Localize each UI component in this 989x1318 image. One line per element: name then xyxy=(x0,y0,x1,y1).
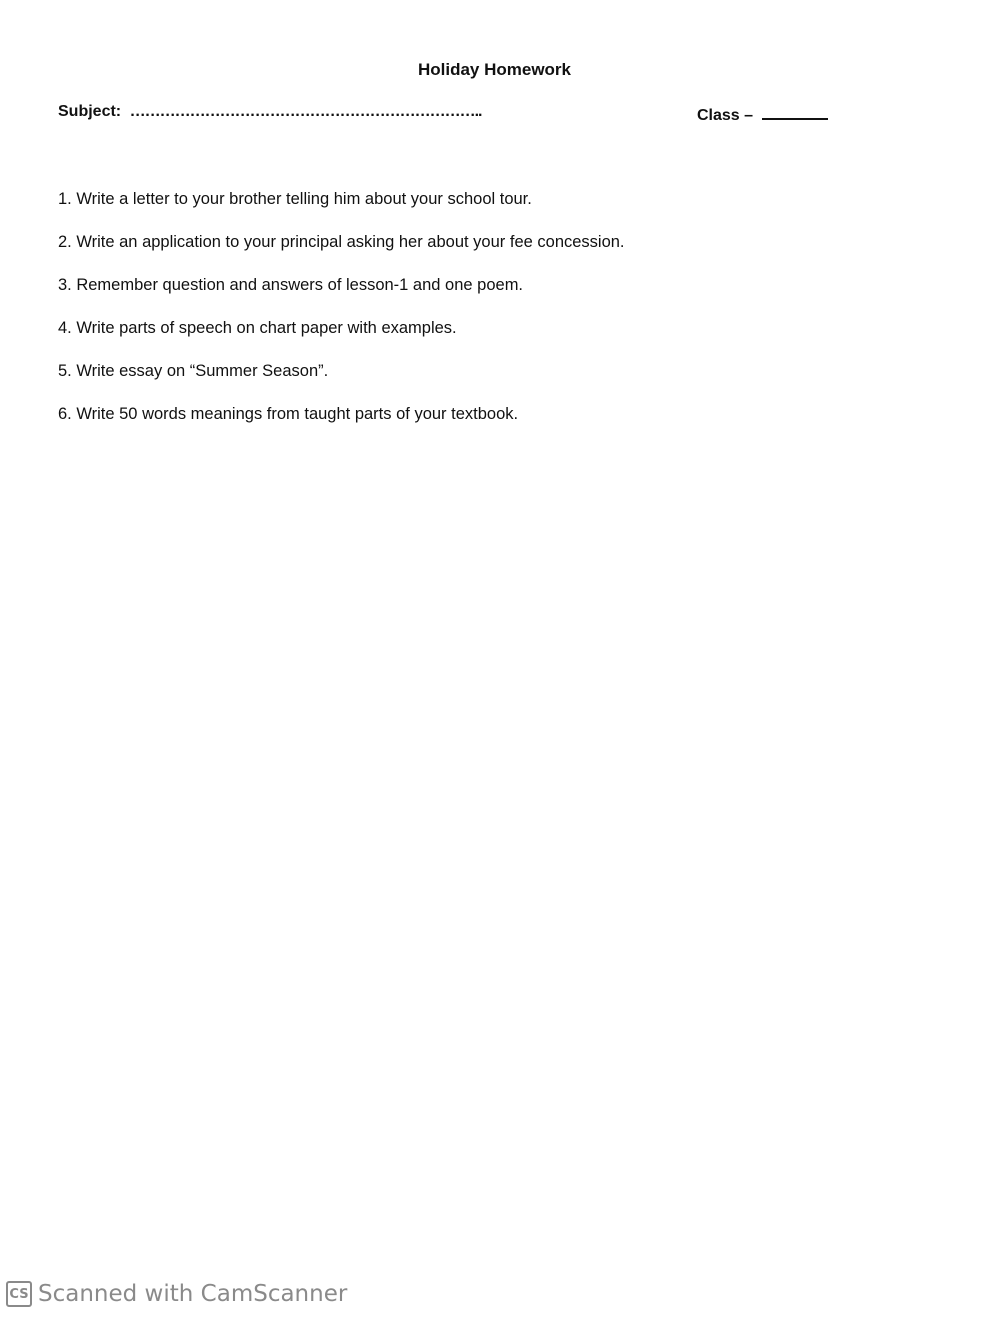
task-item: 3. Remember question and answers of lesson-1 and one poem. xyxy=(58,276,524,294)
subject-dotted-blank: …………………………………………………………….. xyxy=(129,103,482,120)
subject-label: Subject: xyxy=(58,103,122,120)
task-list xyxy=(58,188,625,446)
task-item: 2. Write an application to your principal asking her about your fee concession. xyxy=(58,233,625,251)
subject-field xyxy=(58,103,481,121)
class-label: Class – xyxy=(697,107,754,124)
task-item: 6. Write 50 words meanings from taught parts of your textbook. xyxy=(58,405,519,423)
camscanner-watermark xyxy=(6,1281,347,1307)
task-item: 1. Write a letter to your brother telling him about your school tour. xyxy=(58,190,532,208)
class-field xyxy=(697,103,828,125)
task-item: 4. Write parts of speech on chart paper with examples. xyxy=(58,319,457,337)
task-item: 5. Write essay on “Summer Season”. xyxy=(58,362,329,380)
class-blank-line xyxy=(762,103,828,120)
watermark-text: Scanned with CamScanner xyxy=(38,1281,348,1307)
camscanner-logo-icon: CS xyxy=(6,1281,32,1307)
page-title: Holiday Homework xyxy=(417,60,572,79)
